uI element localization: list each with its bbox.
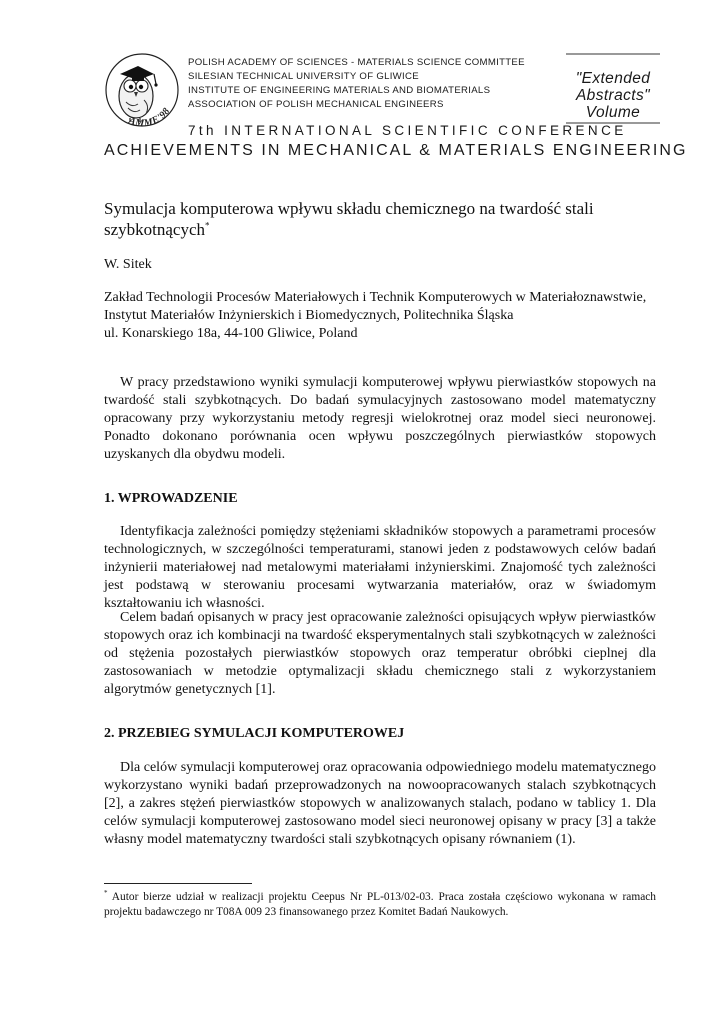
affiliation-line: Instytut Materiałów Inżynierskich i Biomedycznych, Politechnika Śląska [104,308,514,323]
affiliation-line: ul. Konarskiego 18a, 44-100 Gliwice, Poland [104,326,358,341]
owl-icon [104,52,180,128]
volume-label-line: Abstracts" [575,87,651,104]
conference-edition: 7th INTERNATIONAL SCIENTIFIC CONFERENCE [188,123,627,138]
conference-logo [104,52,180,128]
body-paragraph: Dla celów symulacji komputerowej oraz opracowania odpowiedniego modelu matematycznego wykorzystano wyniki badań przeprowadzonych na nowoopracowanych stalach szybkotnących [2], a zakres stężeń pierwiastków stopowych w analizowanych stalach, podano w tablicy 1. Dla celów symulacji komputerowej zastosowano model sieci neuronowej opisany w pracy [3] a także własny model matematyczny twardości stali szybkotnących opisany równaniem (1). [104,760,656,847]
affiliation [104,289,664,343]
body-paragraph: Identyfikacja zależności pomiędzy stężeniami składników stopowych a parametrami procesów technologicznych, w szczególności temperaturami, stanowi jeden z podstawowych celów badań inżynierii materiałowej nad metalowymi materiałami inżynierskimi. Znajomość tych zależności jest podstawą w sterowaniu procesami wytwarzania materiałów, oraz w świadomym kształtowaniu ich własności. [104,524,656,611]
volume-label-line: Volume [585,104,641,121]
affiliation-line: Zakład Technologii Procesów Materiałowych i Technik Komputerowych w Materiałoznawstwie, [104,290,647,305]
footnote-text: Autor bierze udział w realizacji projektu Ceepus Nr PL-013/02-03. Praca została częściowo wykonana w ramach projektu badawczego nr T08A 009 23 finansowanego przez Komitet Badań Naukowych. [104,891,657,918]
footnote-divider [104,883,252,884]
volume-label-line: "Extended [575,70,651,87]
organization-line: SILESIAN TECHNICAL UNIVERSITY OF GLIWICE [188,71,419,82]
conference-name: ACHIEVEMENTS IN MECHANICAL & MATERIALS ENGINEERING [104,142,688,159]
logo-text: AMME'98 [127,105,173,128]
organization-line: POLISH ACADEMY OF SCIENCES - MATERIALS SCIENCE COMMITTEE [188,57,525,68]
organization-line: ASSOCIATION OF POLISH MECHANICAL ENGINEERS [188,99,444,110]
footnote-mark: * [104,889,108,898]
footnote [104,890,656,920]
paper-author: W. Sitek [104,257,152,272]
title-footnote-mark: * [205,220,210,231]
section-heading: 2. PRZEBIEG SYMULACJI KOMPUTEROWEJ [104,726,405,741]
body-paragraph: Celem badań opisanych w pracy jest opracowanie zależności opisujących wpływ pierwiastków stopowych oraz ich kombinacji na twardość eksperymentalnych stali szybkotnących w zależności od stężenia pozostałych pierwiastków stopowych oraz temperatur obróbki cieplnej dla zastosowaniach w metodzie optymalizacji składu chemicznego stali z wykorzystaniem algorytmów genetycznych [1]. [104,610,656,697]
paper-title [104,198,624,240]
section-heading: 1. WPROWADZENIE [104,491,238,506]
volume-label [566,70,660,121]
paper-title-text: Symulacja komputerowa wpływu składu chemicznego na twardość stali szybkotnących [104,199,594,239]
organization-line: INSTITUTE OF ENGINEERING MATERIALS AND BIOMATERIALS [188,85,491,96]
abstract-paragraph: W pracy przedstawiono wyniki symulacji komputerowej wpływu pierwiastków stopowych na twardość stali szybkotnących. Do badań symulacyjnych zastosowano model matematyczny opracowany przy wykorzystaniu metody regresji wielokrotnej oraz model sieci neuronowej. Ponadto dokonano porównania ocen wpływu poszczególnych pierwiastków stopowych uzyskanych dla obydwu modeli. [104,375,656,462]
organizations-list [188,56,525,112]
